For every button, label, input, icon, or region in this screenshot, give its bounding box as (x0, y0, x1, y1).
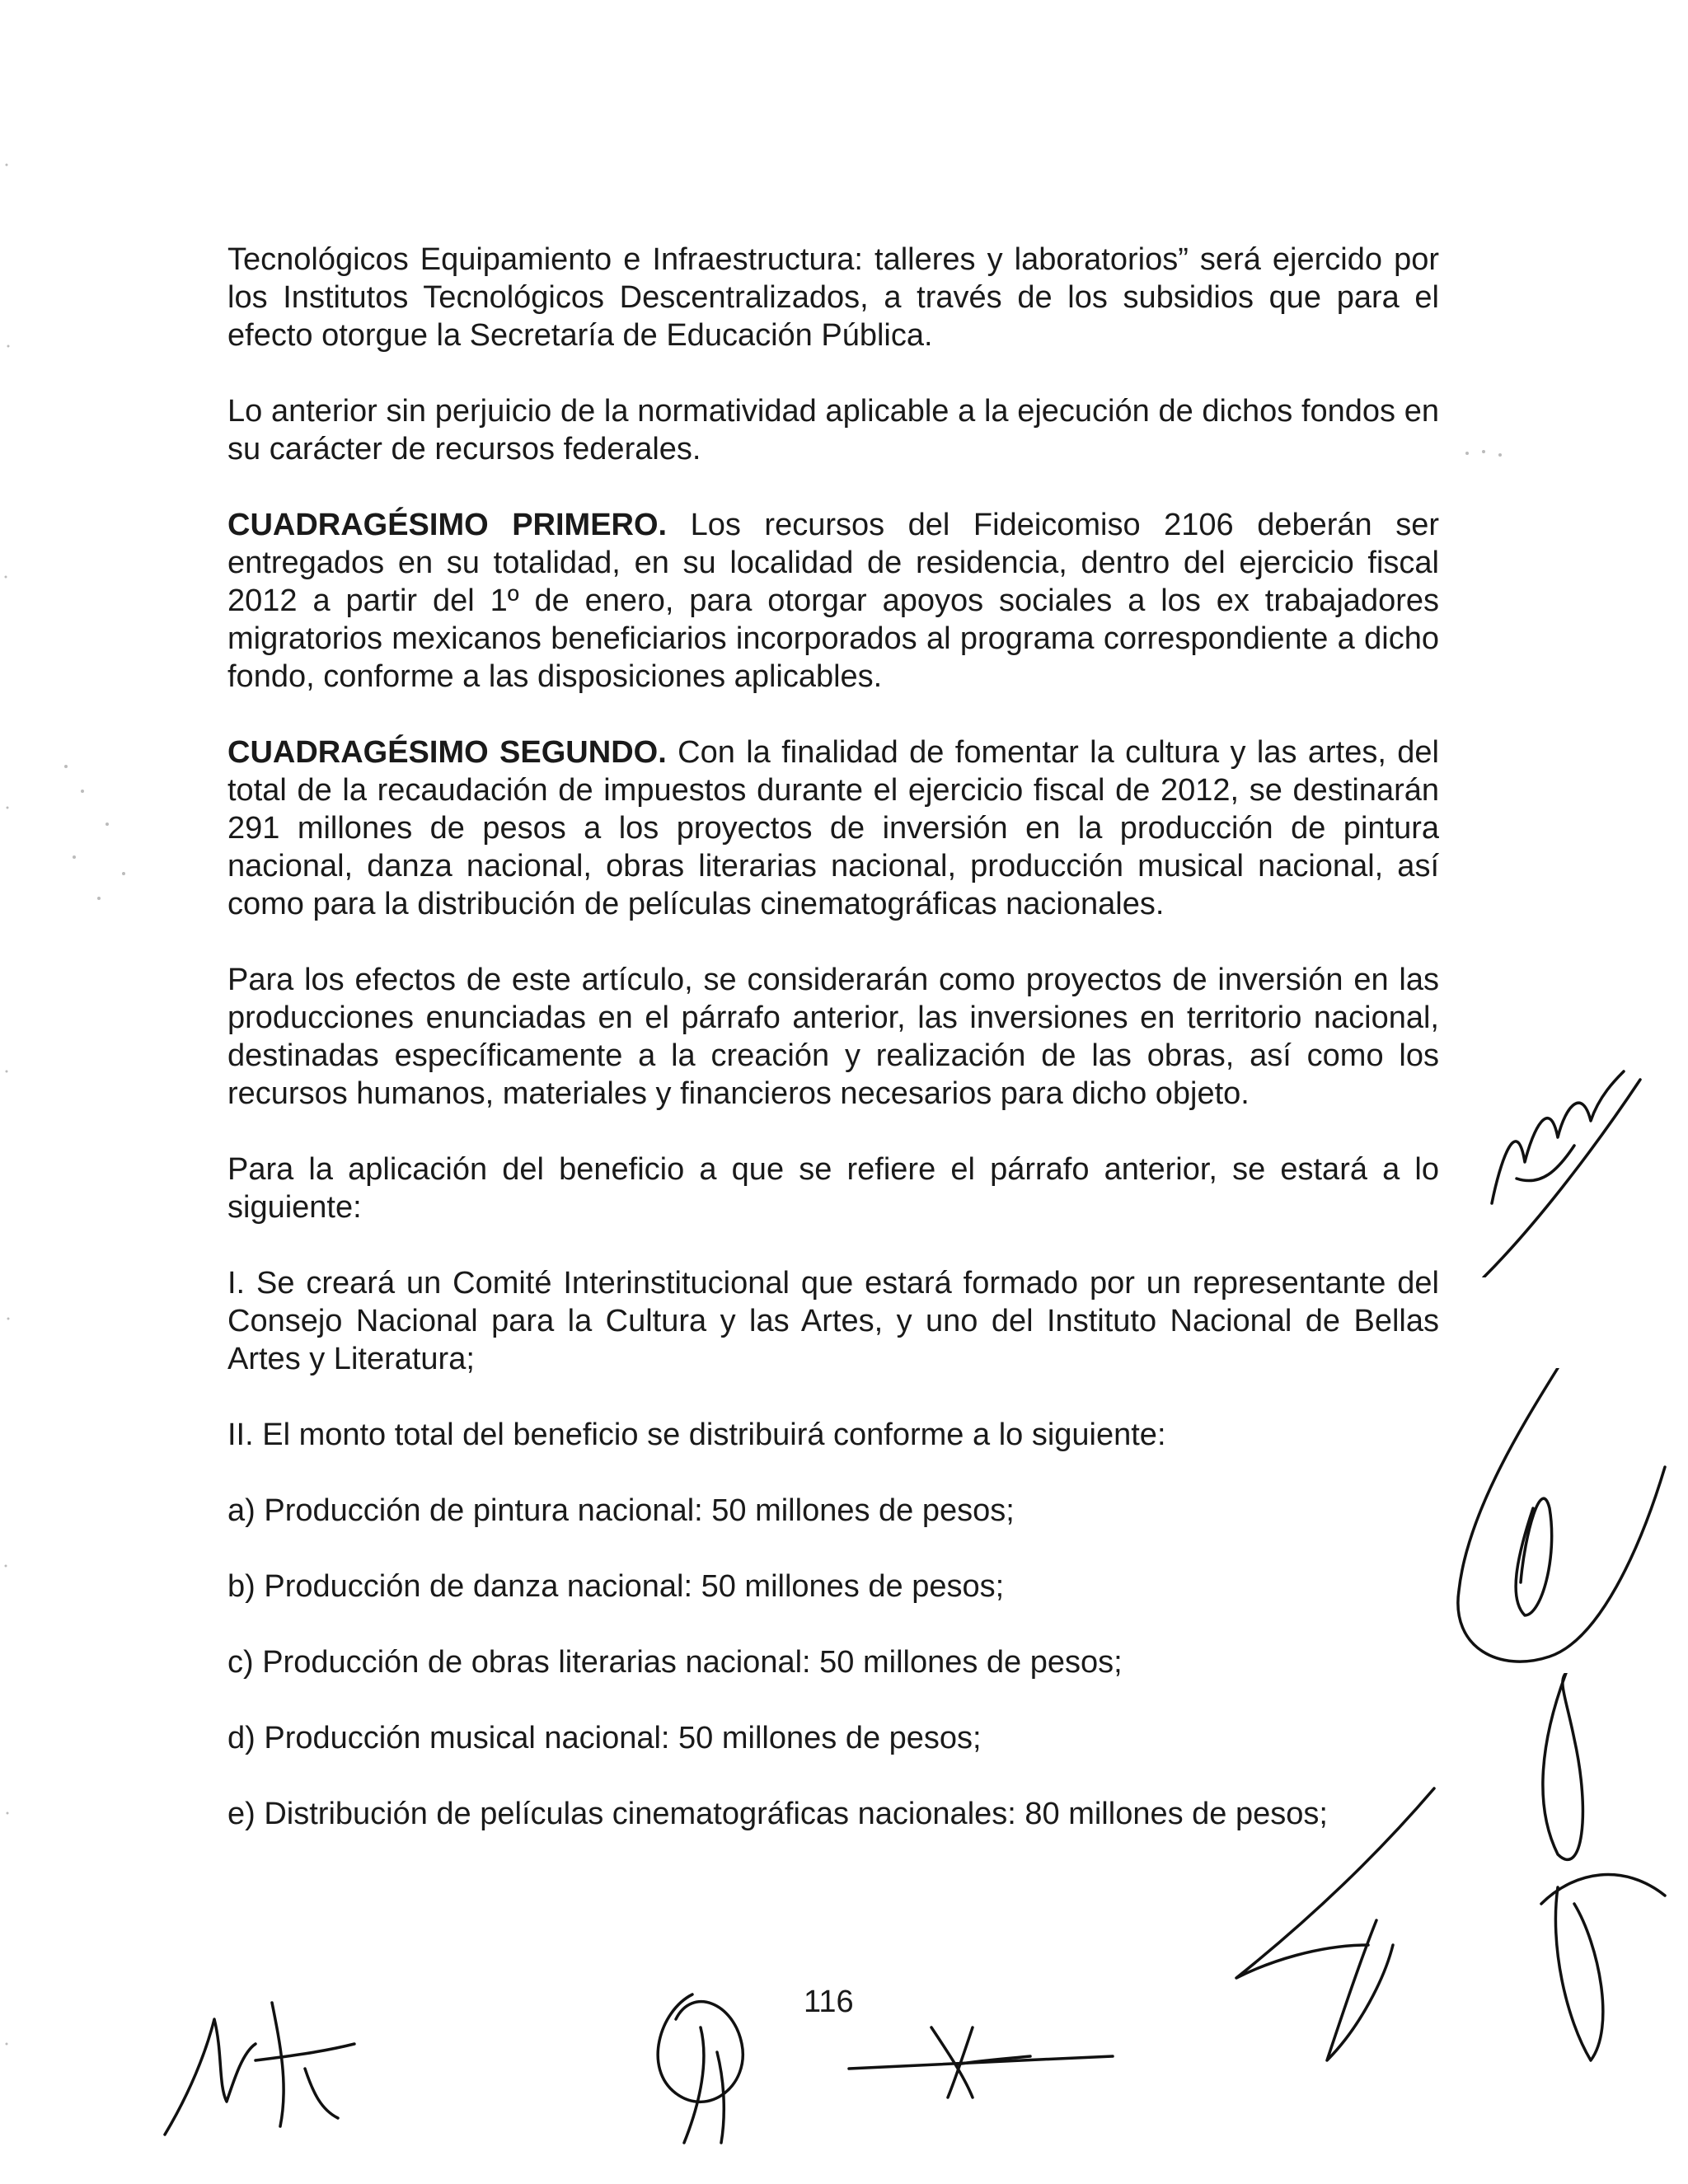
paragraph-text: Los recursos del Fideicomiso 2106 deberán ser entregados en su totalidad, en su localidad de residencia, dentro del ejercicio fiscal 2012 a partir del 1º de enero, para otorgar apoyos sociales a los ex trabajadores migratorios mexicanos beneficiarios incorporados al programa correspondiente a dicho fondo, conforme a las disposiciones aplicables. (227, 508, 1439, 694)
paragraph-text: a) Producción de pintura nacional: 50 millones de pesos; (227, 1493, 1015, 1528)
paragraph-5 (227, 961, 1439, 1113)
fraction-ii (227, 1416, 1439, 1454)
article-42 (227, 733, 1439, 923)
signature-right-upper (1467, 1063, 1657, 1277)
article-heading: CUADRAGÉSIMO SEGUNDO. (227, 735, 667, 770)
paragraph-text: e) Distribución de películas cinematográficas nacionales: 80 millones de pesos; (227, 1797, 1328, 1831)
paragraph-text: Lo anterior sin perjuicio de la normatividad aplicable a la ejecución de dichos fondos en su carácter de recursos federales. (227, 394, 1439, 466)
item-c (227, 1643, 1439, 1681)
paragraph-1 (227, 241, 1439, 354)
article-41 (227, 506, 1439, 696)
paragraph-text: Para los efectos de este artículo, se considerarán como proyectos de inversión en las producciones enunciadas en el párrafo anterior, las inversiones en territorio nacional, destinadas específicamente a la creación y realización de las obras, así como los recursos humanos, materiales y financieros necesarios para dicho objeto. (227, 963, 1439, 1111)
body-text (227, 241, 1439, 1871)
paragraph-text: II. El monto total del beneficio se distribuirá conforme a lo siguiente: (227, 1418, 1166, 1452)
signature-right-lower (1525, 1673, 1681, 2069)
signature-right-middle (1434, 1368, 1673, 1673)
signature-bottom-center-line (841, 2019, 1121, 2102)
item-d (227, 1719, 1439, 1757)
signature-bottom-left (157, 1994, 371, 2143)
article-heading: CUADRAGÉSIMO PRIMERO. (227, 508, 668, 542)
item-a (227, 1492, 1439, 1530)
paragraph-text: Con la finalidad de fomentar la cultura y las artes, del total de la recaudación de impuestos durante el ejercicio fiscal de 2012, se destinarán 291 millones de pesos a los proyectos de inversión en la producción de pintura nacional, danza nacional, obras literarias nacional, producción musical nacional, así como para la distribución de películas cinematográficas nacionales. (227, 735, 1440, 921)
paragraph-text: c) Producción de obras literarias nacional: 50 millones de pesos; (227, 1645, 1123, 1680)
paragraph-text: I. Se creará un Comité Interinstitucional que estará formado por un representante del Consejo Nacional para la Cultura y las Artes, y uno del Instituto Nacional de Bellas Artes y Literatura; (227, 1266, 1439, 1376)
paragraph-text: Tecnológicos Equipamiento e Infraestructura: talleres y laboratorios” será ejercido por los Institutos Tecnológicos Descentralizados, a través de los subsidios que para el efecto otorgue la Secretaría de Educación Pública. (227, 242, 1439, 353)
item-b (227, 1568, 1439, 1605)
paragraph-text: Para la aplicación del beneficio a que se refiere el párrafo anterior, se estará a lo siguiente: (227, 1152, 1439, 1225)
page-number: 116 (804, 1985, 854, 2019)
paragraph-text: b) Producción de danza nacional: 50 millones de pesos; (227, 1569, 1005, 1604)
paragraph-6 (227, 1151, 1439, 1226)
fraction-i (227, 1264, 1439, 1378)
signature-bottom-center-right (1220, 1780, 1451, 2077)
paragraph-text: d) Producción musical nacional: 50 millones de pesos; (227, 1721, 982, 1755)
paragraph-2 (227, 392, 1439, 468)
signature-bottom-center (643, 1978, 767, 2151)
